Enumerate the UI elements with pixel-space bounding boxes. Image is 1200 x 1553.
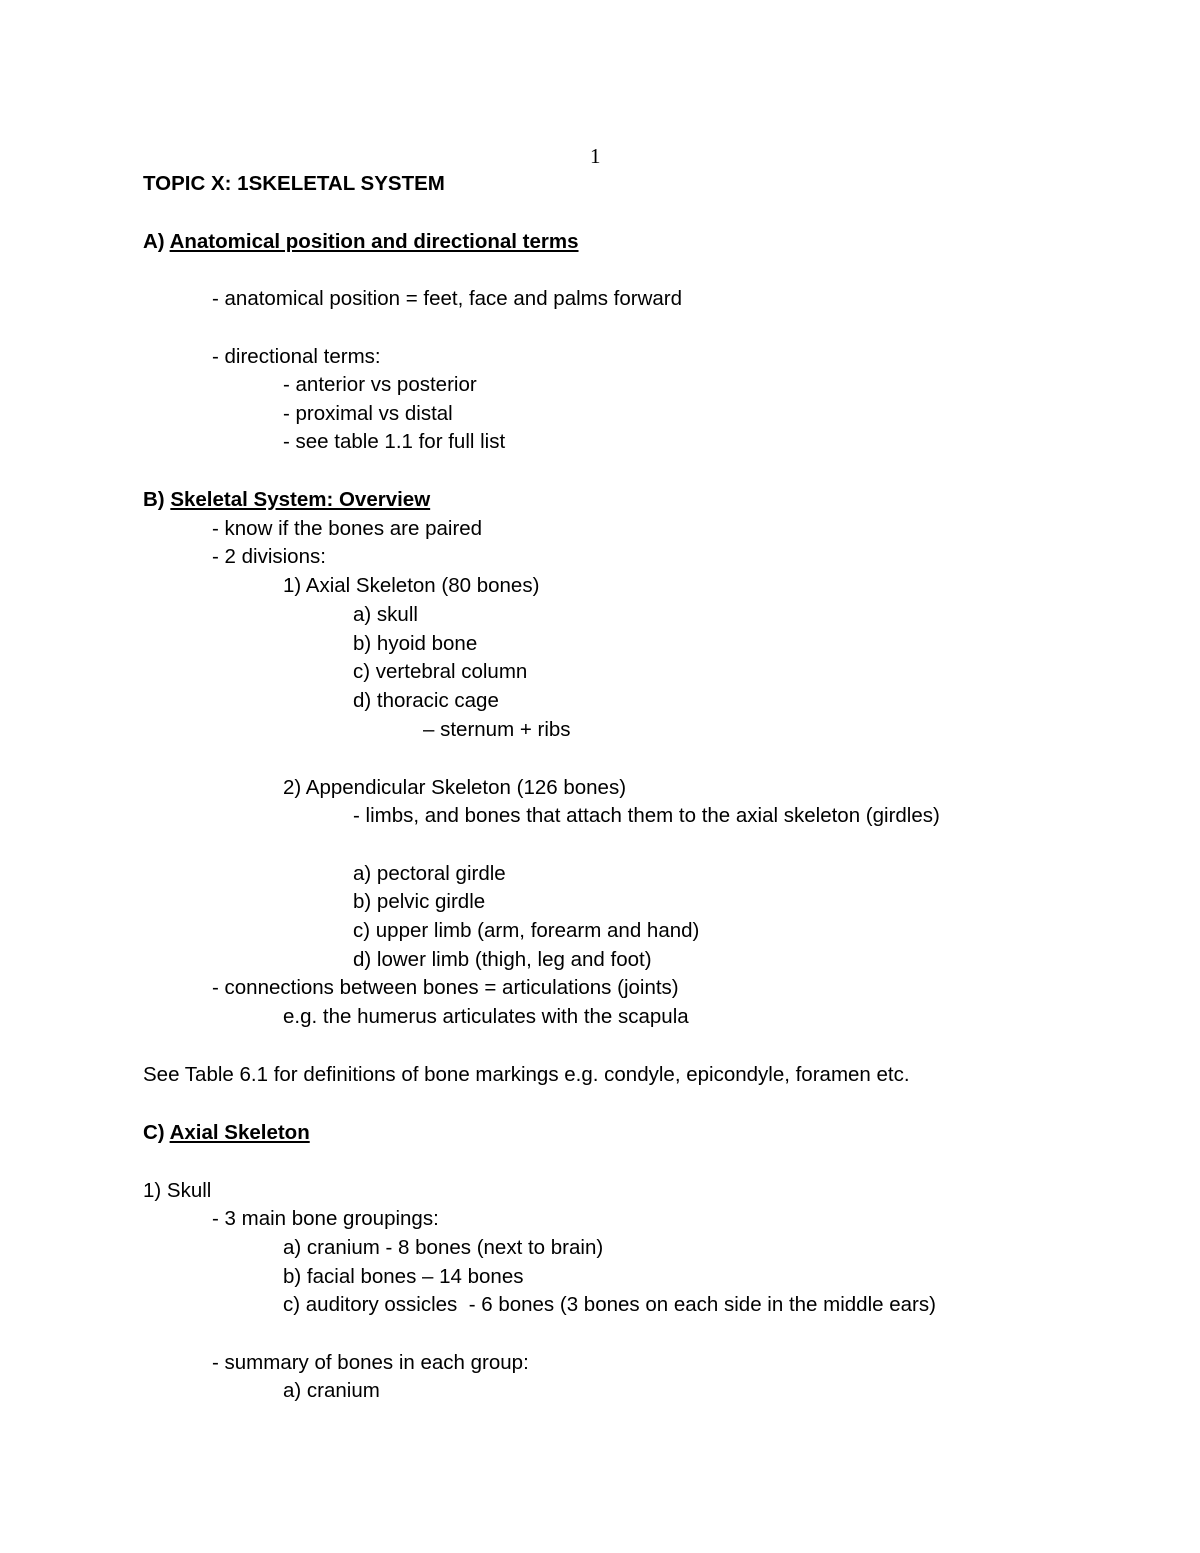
axial-item: c) vertebral column: [353, 660, 528, 683]
section-c-title: Axial Skeleton: [169, 1121, 310, 1144]
appendicular-item: b) pelvic girdle: [353, 890, 486, 913]
axial-item: d) thoracic cage: [353, 689, 499, 712]
appendicular-item: c) upper limb (arm, forearm and hand): [353, 919, 700, 942]
grouping-item: c) auditory ossicles - 6 bones (3 bones on each side in the middle ears): [283, 1293, 936, 1316]
section-c-heading: [143, 1121, 310, 1145]
term-item: - anterior vs posterior: [283, 373, 477, 396]
appendicular-description: - limbs, and bones that attach them to the axial skeleton (girdles): [353, 804, 940, 827]
paired-bones-line: - know if the bones are paired: [212, 517, 483, 540]
summary-label: - summary of bones in each group:: [212, 1351, 529, 1374]
section-a-prefix: A): [143, 230, 170, 253]
skull-label: 1) Skull: [143, 1179, 212, 1202]
appendicular-item: d) lower limb (thigh, leg and foot): [353, 948, 652, 971]
appendicular-item: a) pectoral girdle: [353, 862, 506, 885]
connections-line: - connections between bones = articulations (joints): [212, 976, 679, 999]
grouping-item: a) cranium - 8 bones (next to brain): [283, 1236, 604, 1259]
summary-item: a) cranium: [283, 1379, 380, 1402]
grouping-item: b) facial bones – 14 bones: [283, 1265, 524, 1288]
table-note: See Table 6.1 for definitions of bone markings e.g. condyle, epicondyle, foramen etc.: [143, 1063, 910, 1086]
anatomical-position-line: - anatomical position = feet, face and palms forward: [212, 287, 683, 310]
section-a-heading: [143, 230, 579, 254]
example-line: e.g. the humerus articulates with the scapula: [283, 1005, 689, 1028]
axial-item: a) skull: [353, 603, 418, 626]
document-title: TOPIC X: 1SKELETAL SYSTEM: [143, 172, 445, 195]
section-a-title: Anatomical position and directional terms: [169, 230, 579, 253]
section-c-prefix: C): [143, 1121, 170, 1144]
term-item: - see table 1.1 for full list: [283, 430, 506, 453]
page-number: 1: [590, 144, 601, 168]
divisions-line: - 2 divisions:: [212, 545, 326, 568]
axial-skeleton-label: 1) Axial Skeleton (80 bones): [283, 574, 540, 597]
section-b-heading: [143, 488, 430, 512]
section-b-prefix: B): [143, 488, 171, 511]
groupings-label: - 3 main bone groupings:: [212, 1207, 439, 1230]
axial-item: b) hyoid bone: [353, 632, 478, 655]
term-item: - proximal vs distal: [283, 402, 453, 425]
thoracic-detail: – sternum + ribs: [423, 718, 571, 741]
appendicular-skeleton-label: 2) Appendicular Skeleton (126 bones): [283, 776, 627, 799]
section-b-title: Skeletal System: Overview: [170, 488, 431, 511]
directional-terms-line: - directional terms:: [212, 345, 381, 368]
